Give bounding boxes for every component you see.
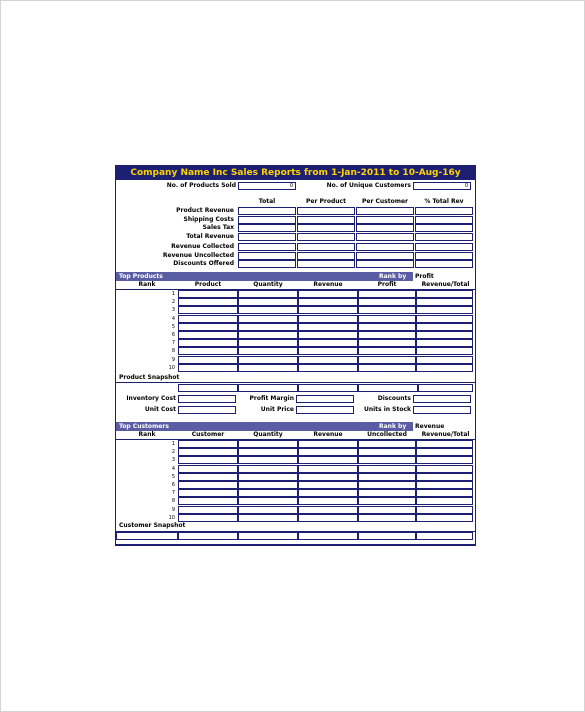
- top-products-title: Top Products: [119, 273, 163, 280]
- summary-cell[interactable]: [356, 243, 414, 251]
- table-cell[interactable]: [238, 448, 298, 456]
- table-cell[interactable]: [178, 481, 238, 489]
- table-cell[interactable]: [178, 473, 238, 481]
- table-cell[interactable]: [416, 497, 473, 505]
- summary-cell[interactable]: [356, 233, 414, 241]
- top-customers-bar: [116, 422, 475, 431]
- table-cell[interactable]: [416, 364, 473, 372]
- summary-cell[interactable]: [415, 252, 473, 260]
- table-cell[interactable]: [298, 323, 358, 331]
- column-header: Revenue/Total: [421, 281, 470, 288]
- snapshot-cell[interactable]: [418, 384, 473, 392]
- inventory-cost-field[interactable]: [178, 395, 236, 403]
- table-cell[interactable]: [416, 356, 473, 364]
- unit-cost-field[interactable]: [178, 406, 236, 414]
- rank-number: 5: [171, 473, 175, 480]
- summary-col-pct-total: % Total Rev: [424, 198, 464, 205]
- table-cell[interactable]: [298, 315, 358, 323]
- rank-number: 1: [171, 441, 175, 447]
- rank-number: 8: [171, 348, 175, 355]
- table-cell[interactable]: [298, 440, 358, 448]
- summary-col-total: Total: [258, 198, 276, 205]
- rank-number: 3: [171, 457, 175, 464]
- profit-margin-field[interactable]: [296, 395, 354, 403]
- unique-customers-field[interactable]: [413, 182, 471, 190]
- table-cell[interactable]: [178, 347, 238, 355]
- product-snapshot-title: Product Snapshot: [119, 374, 180, 381]
- column-header: Quantity: [253, 431, 283, 438]
- column-header: Revenue: [313, 431, 343, 438]
- summary-cell[interactable]: [238, 207, 296, 215]
- snapshot-cell[interactable]: [116, 532, 178, 540]
- summary-cell[interactable]: [356, 224, 414, 232]
- summary-cell[interactable]: [415, 260, 473, 268]
- summary-cell[interactable]: [356, 260, 414, 268]
- products-sold-label: No. of Products Sold: [166, 182, 236, 189]
- snapshot-cell[interactable]: [358, 532, 416, 540]
- table-cell[interactable]: [358, 514, 416, 522]
- table-cell[interactable]: [298, 473, 358, 481]
- table-cell[interactable]: [178, 489, 238, 497]
- table-cell[interactable]: [358, 323, 416, 331]
- summary-row-label: Revenue Collected: [171, 243, 234, 250]
- table-cell[interactable]: [238, 440, 298, 448]
- table-cell[interactable]: [298, 489, 358, 497]
- summary-row-label: Revenue Uncollected: [162, 251, 234, 259]
- top-customers-rank-by-label: Rank by: [379, 423, 407, 430]
- column-header: Rank: [138, 281, 156, 288]
- top-customers-title: Top Customers: [119, 423, 169, 430]
- divider: [116, 382, 475, 383]
- table-cell[interactable]: [416, 323, 473, 331]
- table-cell[interactable]: [238, 347, 298, 355]
- rank-number: 8: [171, 498, 175, 505]
- table-cell[interactable]: [238, 364, 298, 372]
- table-cell[interactable]: [416, 489, 473, 497]
- table-cell[interactable]: [416, 315, 473, 323]
- table-cell[interactable]: [178, 356, 238, 364]
- snapshot-cell[interactable]: [298, 384, 358, 392]
- summary-cell[interactable]: [297, 252, 355, 260]
- table-cell[interactable]: [238, 315, 298, 323]
- table-cell[interactable]: [358, 339, 416, 347]
- table-cell[interactable]: [358, 331, 416, 339]
- table-cell[interactable]: [298, 497, 358, 505]
- table-cell[interactable]: [298, 456, 358, 464]
- summary-col-per-customer: Per Customer: [361, 198, 409, 205]
- snapshot-cell[interactable]: [178, 384, 238, 392]
- table-cell[interactable]: [358, 506, 416, 514]
- summary-row-label: Product Revenue: [176, 207, 234, 214]
- table-cell[interactable]: [178, 339, 238, 347]
- column-header: Profit: [377, 281, 397, 288]
- rank-number: 5: [171, 323, 175, 330]
- summary-cell[interactable]: [297, 207, 355, 215]
- unique-customers-label: No. of Unique Customers: [326, 182, 411, 189]
- table-cell[interactable]: [416, 440, 473, 448]
- table-cell[interactable]: [298, 331, 358, 339]
- rank-number: 4: [171, 465, 175, 472]
- summary-cell[interactable]: [238, 243, 296, 251]
- table-cell[interactable]: [416, 473, 473, 481]
- table-cell[interactable]: [178, 506, 238, 514]
- table-cell[interactable]: [416, 290, 473, 298]
- table-cell[interactable]: [298, 465, 358, 473]
- table-cell[interactable]: [416, 306, 473, 314]
- summary-cell[interactable]: [297, 216, 355, 224]
- summary-cell[interactable]: [297, 233, 355, 241]
- snapshot-cell[interactable]: [358, 384, 418, 392]
- table-cell[interactable]: [358, 473, 416, 481]
- table-cell[interactable]: [178, 448, 238, 456]
- table-cell[interactable]: [178, 364, 238, 372]
- table-cell[interactable]: [358, 298, 416, 306]
- sales-report-sheet: [115, 165, 476, 546]
- rank-number: 7: [171, 340, 175, 347]
- summary-cell[interactable]: [238, 224, 296, 232]
- table-cell[interactable]: [238, 323, 298, 331]
- table-cell[interactable]: [178, 440, 238, 448]
- table-cell[interactable]: [358, 497, 416, 505]
- rank-number: 6: [171, 482, 175, 488]
- summary-cell[interactable]: [415, 243, 473, 251]
- unit-cost-label: Unit Cost: [144, 406, 176, 413]
- products-sold-value: 0: [289, 183, 293, 189]
- summary-cell[interactable]: [297, 224, 355, 232]
- top-products-bar: [116, 272, 475, 281]
- column-header: Revenue: [313, 281, 343, 288]
- table-cell[interactable]: [178, 456, 238, 464]
- top-products-rank-by-label: Rank by: [379, 273, 407, 280]
- summary-cell[interactable]: [238, 216, 296, 224]
- table-cell[interactable]: [238, 298, 298, 306]
- table-cell[interactable]: [298, 339, 358, 347]
- snapshot-cell[interactable]: [178, 532, 238, 540]
- rank-number: 9: [171, 506, 175, 513]
- summary-cell[interactable]: [238, 260, 296, 268]
- column-header: Revenue/Total: [421, 431, 470, 438]
- summary-cell[interactable]: [356, 252, 414, 260]
- table-cell[interactable]: [178, 306, 238, 314]
- table-cell[interactable]: [358, 448, 416, 456]
- summary-cell[interactable]: [415, 233, 473, 241]
- summary-row-label: Total Revenue: [186, 232, 234, 240]
- table-cell[interactable]: [238, 481, 298, 489]
- units-in-stock-field[interactable]: [413, 406, 471, 414]
- table-cell[interactable]: [298, 306, 358, 314]
- snapshot-cell[interactable]: [416, 532, 473, 540]
- rank-number: 4: [171, 315, 175, 322]
- table-cell[interactable]: [358, 481, 416, 489]
- summary-col-per-product: Per Product: [306, 198, 346, 205]
- rank-number: 6: [171, 332, 175, 338]
- rank-number: 3: [171, 307, 175, 314]
- table-cell[interactable]: [238, 306, 298, 314]
- customer-snapshot-title: Customer Snapshot: [119, 522, 186, 529]
- table-cell[interactable]: [358, 364, 416, 372]
- summary-cell[interactable]: [415, 216, 473, 224]
- table-cell[interactable]: [238, 290, 298, 298]
- table-cell[interactable]: [298, 481, 358, 489]
- units-in-stock-label: Units in Stock: [363, 406, 411, 413]
- products-sold-field[interactable]: [238, 182, 296, 190]
- summary-cell[interactable]: [238, 252, 296, 260]
- table-cell[interactable]: [298, 514, 358, 522]
- table-cell[interactable]: [238, 489, 298, 497]
- rank-number: 10: [168, 514, 175, 521]
- top-products-rank-by-select[interactable]: Profit: [413, 272, 475, 281]
- summary-row-label: Shipping Costs: [183, 215, 234, 223]
- table-cell[interactable]: [416, 331, 473, 339]
- table-cell[interactable]: [238, 497, 298, 505]
- snapshot-cell[interactable]: [238, 384, 298, 392]
- rank-number: 2: [171, 449, 175, 456]
- table-cell[interactable]: [416, 481, 473, 489]
- column-header: Uncollected: [367, 431, 407, 438]
- table-cell[interactable]: [358, 456, 416, 464]
- summary-cell[interactable]: [356, 207, 414, 215]
- table-cell[interactable]: [178, 290, 238, 298]
- unit-price-label: Unit Price: [260, 406, 294, 413]
- table-cell[interactable]: [298, 506, 358, 514]
- column-header: Customer: [191, 431, 225, 438]
- profit-margin-label: Profit Margin: [249, 395, 294, 402]
- rank-number: 9: [171, 356, 175, 363]
- summary-cell[interactable]: [415, 207, 473, 215]
- discounts-label: Discounts: [377, 395, 411, 402]
- column-header: Rank: [138, 431, 156, 438]
- report-title: Company Name Inc Sales Reports from 1-Jan-2011 to 10-Aug-16y: [116, 166, 475, 180]
- rank-number: 1: [171, 291, 175, 297]
- rank-number: 10: [168, 364, 175, 371]
- table-cell[interactable]: [238, 506, 298, 514]
- summary-row-label: Sales Tax: [202, 224, 234, 231]
- table-cell[interactable]: [298, 448, 358, 456]
- inventory-cost-label: Inventory Cost: [126, 395, 176, 402]
- table-cell[interactable]: [358, 489, 416, 497]
- table-cell[interactable]: [416, 448, 473, 456]
- table-cell[interactable]: [238, 456, 298, 464]
- table-cell[interactable]: [238, 356, 298, 364]
- table-cell[interactable]: [298, 347, 358, 355]
- table-cell[interactable]: [358, 315, 416, 323]
- table-cell[interactable]: [298, 356, 358, 364]
- table-cell[interactable]: [178, 497, 238, 505]
- summary-cell[interactable]: [415, 224, 473, 232]
- rank-number: 7: [171, 490, 175, 497]
- unique-customers-value: 0: [464, 183, 468, 189]
- rank-number: 2: [171, 299, 175, 306]
- table-cell[interactable]: [416, 514, 473, 522]
- table-cell[interactable]: [238, 465, 298, 473]
- table-cell[interactable]: [358, 290, 416, 298]
- table-cell[interactable]: [298, 364, 358, 372]
- table-cell[interactable]: [416, 506, 473, 514]
- table-cell[interactable]: [298, 290, 358, 298]
- column-header: Quantity: [253, 281, 283, 288]
- table-cell[interactable]: [358, 347, 416, 355]
- summary-cell[interactable]: [356, 216, 414, 224]
- table-cell[interactable]: [178, 323, 238, 331]
- discounts-field[interactable]: [413, 395, 471, 403]
- table-cell[interactable]: [416, 456, 473, 464]
- summary-cell[interactable]: [297, 260, 355, 268]
- summary-cell[interactable]: [238, 233, 296, 241]
- table-cell[interactable]: [238, 339, 298, 347]
- table-cell[interactable]: [178, 315, 238, 323]
- table-cell[interactable]: [178, 465, 238, 473]
- summary-row-label: Discounts Offered: [173, 260, 234, 267]
- table-cell[interactable]: [358, 356, 416, 364]
- table-cell[interactable]: [416, 339, 473, 347]
- summary-cell[interactable]: [297, 243, 355, 251]
- table-cell[interactable]: [178, 514, 238, 522]
- table-cell[interactable]: [358, 465, 416, 473]
- unit-price-field[interactable]: [296, 406, 354, 414]
- table-cell[interactable]: [416, 298, 473, 306]
- snapshot-cell[interactable]: [238, 532, 298, 540]
- table-cell[interactable]: [178, 331, 238, 339]
- table-cell[interactable]: [238, 473, 298, 481]
- table-cell[interactable]: [416, 347, 473, 355]
- table-cell[interactable]: [238, 514, 298, 522]
- top-customers-rank-by-select[interactable]: Revenue: [413, 422, 475, 431]
- table-cell[interactable]: [238, 331, 298, 339]
- table-cell[interactable]: [178, 298, 238, 306]
- table-cell[interactable]: [298, 298, 358, 306]
- table-cell[interactable]: [416, 465, 473, 473]
- table-cell[interactable]: [358, 440, 416, 448]
- snapshot-cell[interactable]: [298, 532, 358, 540]
- table-cell[interactable]: [358, 306, 416, 314]
- column-header: Product: [194, 281, 222, 288]
